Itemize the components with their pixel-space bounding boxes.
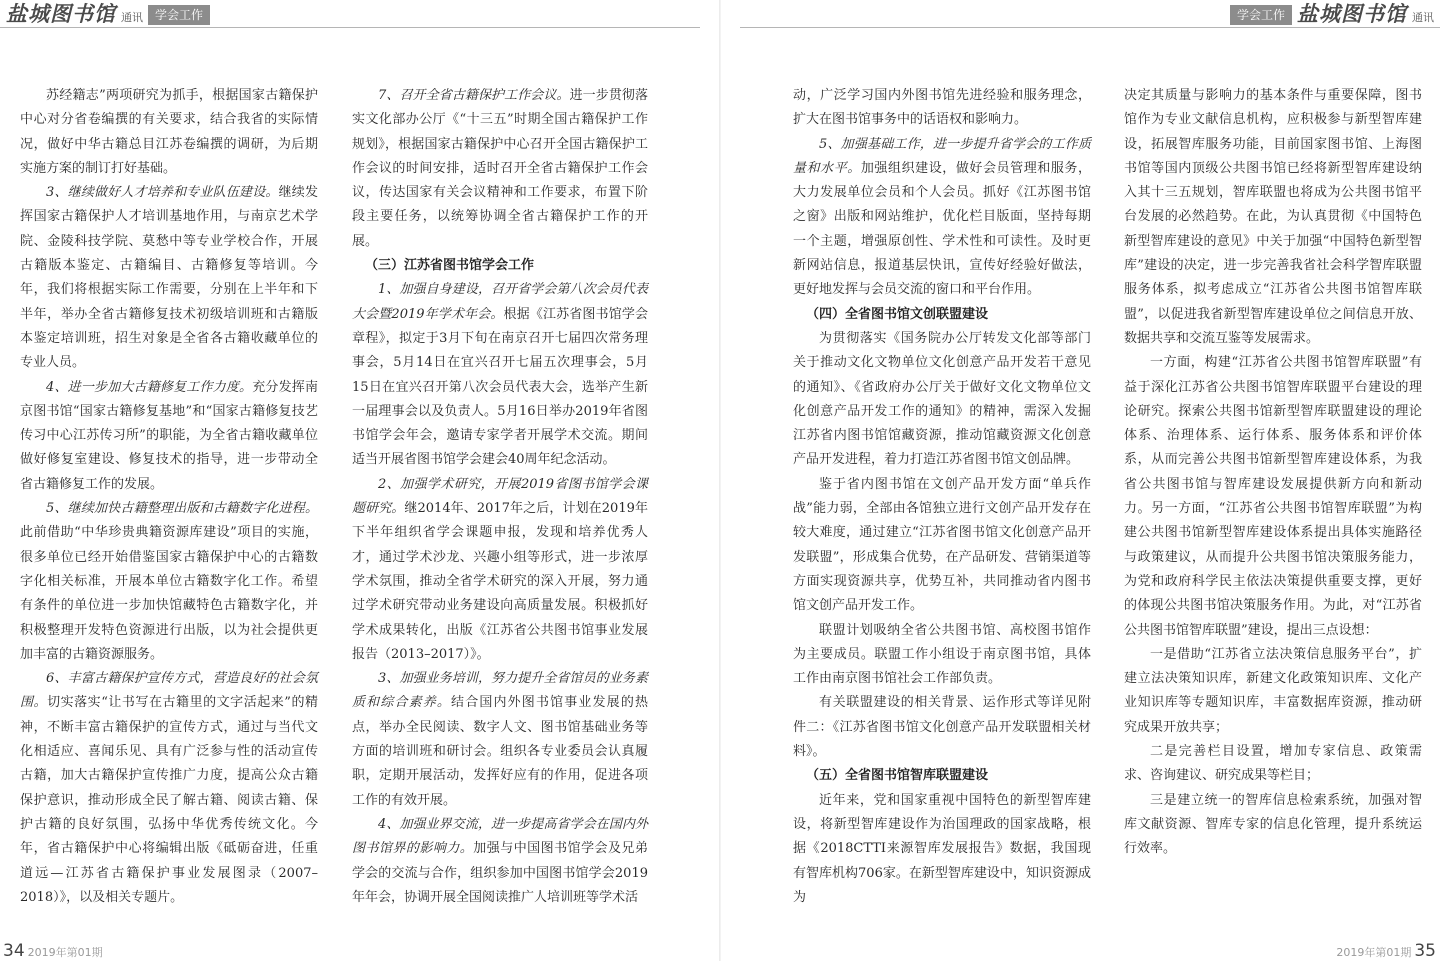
section-tag: 学会工作 [1230,5,1292,25]
paragraph [1124,351,1422,643]
paragraph-text: 决定其质量与影响力的基本条件与重要保障，图书馆作为专业文献信息机构，应积极参与新型智库建设，拓展智库服务功能，目前国家图书馆、上海图书馆等国内顶级公共图书馆已经将新型智库建设纳入其十三五规划，智库联盟也将成为公共图书馆平台发展的必然趋势。在此，为认真贯彻《中国特色新型智库建设的意见》中关于加强“中国特色新型智库”建设的决定，进一步完善我省社会科学智库联盟服务体系，拟考虑成立“江苏省公共图书馆智库联盟”，以促进我省新型智库建设单位之间信息开放、数据共享和交流互鉴等发展需求。 [1124,88,1422,346]
paragraph [793,691,1091,764]
paragraph [20,84,318,181]
header-rule-right [740,27,1440,28]
paragraph-text: 为贯彻落实《国务院办公厅转发文化部等部门关于推动文化文物单位文化创意产品开发若干意见的通知》、《省政府办公厅关于做好文化文物单位文化创意产品开发工作的通知》的精神，需深入发掘江苏省内图书馆馆藏资源，推动馆藏资源文化创意产品开发进程，着力打造江苏省图书馆文创品牌。 [793,330,1091,468]
page-number: 35 [1414,941,1436,961]
library-logo: 盐城图书馆 [6,1,116,26]
text-column-4 [1124,84,1422,862]
paragraph-lead: 6、丰富古籍保护宣传方式，营造良好的社会氛围。 [20,671,318,711]
header-left [6,2,210,26]
paragraph-lead: 5、加强基础工作，进一步提升省学会的工作质量和水平。 [793,136,1091,176]
paragraph-text: 近年来，党和国家重视中国特色的新型智库建设，将新型智库建设作为治国理政的国家战略，根据《2018CTTI来源智库发展报告》数据，我国现有智库机构706家。在新型智库建设中，知识资源成为 [793,792,1091,905]
paragraph [793,327,1091,473]
paragraph [793,133,1091,303]
paragraph-text: 二是完善栏目设置，增加专家信息、政策需求、咨询建议、研究成果等栏目； [1124,744,1422,784]
page-number: 34 [3,941,25,961]
paragraph-text: 一方面，构建“江苏省公共图书馆智库联盟”有益于深化江苏省公共图书馆智库联盟平台建设的理论研究。探索公共图书馆新型智库联盟建设的理论体系、治理体系、运行体系、服务体系和评价体系，从而完善公共图书馆新型智库建设体系，为我省公共图书馆与智库建设发展提供新方向和新动力。另一方面，“江苏省公共图书馆智库联盟”为构建公共图书馆新型智库建设体系提出具体实施路径与政策建议，从而提升公共图书馆决策服务能力，为党和政府科学民主依法决策提供重要支撑，更好的体现公共图书馆决策服务作用。为此，对“江苏省公共图书馆智库联盟”建设，提出三点设想： [1124,355,1422,638]
section-heading: （三）江苏省图书馆学会工作 [365,258,535,274]
issue-label: 2019年第01期 [1336,946,1412,959]
paragraph [1124,740,1422,789]
paragraph [20,667,318,910]
paragraph-lead: 3、继续做好人才培养和专业队伍建设。 [46,185,279,201]
paragraph-text: 三是建立统一的智库信息检索系统，加强对智库文献资源、智库专家的信息化管理，提升系统运行效率。 [1124,792,1422,857]
paragraph [793,619,1091,692]
issue-label: 2019年第01期 [27,946,103,959]
paragraph-text: 加强与中国图书馆学会及兄弟学会的交流与合作，组织参加中国图书馆学会2019年年会，协调开展全国阅读推广人培训班等学术活 [352,841,648,905]
paragraph-lead: 2、加强学术研究，开展2019省图书馆学会课题研究。 [352,476,648,517]
paragraph-text: 联盟计划吸纳全省公共图书馆、高校图书馆作为主要成员。联盟工作小组设于南京图书馆，具体工作由南京图书馆社会工作部负责。 [793,622,1091,687]
paragraph [352,667,648,813]
paragraph [352,278,648,472]
paragraph [352,813,648,910]
page-gutter [719,0,721,961]
text-column-2 [352,84,648,910]
paragraph-text: 继续发挥国家古籍保护人才培训基地作用，与南京艺术学院、金陵科技学院、莫愁中等专业学校合作，开展古籍版本鉴定、古籍编目、古籍修复等培训。今年，我们将根据实际工作需要，分别在上半年和下半年，举办全省古籍修复技术初级培训班和古籍版本鉴定培训班，招生对象是全省各古籍收藏单位的专业人员。 [20,185,318,371]
paragraph-lead: 4、加强业界交流，进一步提高省学会在国内外图书馆界的影响力。 [352,816,648,857]
paragraph-text: 进一步贯彻落实文化部办公厅《“十三五”时期全国古籍保护工作规划》，根据国家古籍保护中心召开全国古籍保护工作会议的时间安排，适时召开全省古籍保护工作会议，传达国家有关会议精神和工作要求，布置下阶段主要任务，以统筹协调全省古籍保护工作的开展。 [352,88,648,249]
paragraph [20,376,318,497]
paragraph [1124,789,1422,862]
section-tag: 学会工作 [148,5,210,25]
paragraph-text: 充分发挥南京图书馆“国家古籍修复基地”和“国家古籍修复技艺传习中心江苏传习所”的职能，为全省古籍收藏单位做好修复室建设、修复技术的指导，进一步带动全省古籍修复工作的发展。 [20,379,318,492]
paragraph [352,84,648,254]
paragraph-text: 继2014年、2017年之后，计划在2019年下半年组织省学会课题申报，发现和培养优秀人才，通过学术沙龙、兴趣小组等形式，进一步浓厚学术氛围，推动全省学术研究的深入开展，努力通过学术研究带动业务建设向高质量发展。积极抓好学术成果转化，出版《江苏省公共图书馆事业发展报告（2013–2017）》。 [352,501,648,662]
library-logo: 盐城图书馆 [1297,1,1407,26]
paragraph [20,181,318,375]
paragraph-text: 有关联盟建设的相关背景、运作形式等详见附件二：《江苏省图书馆文化创意产品开发联盟相关材料》。 [793,695,1091,760]
header-rule-left [0,27,700,28]
paragraph-lead: 4、进一步加大古籍修复工作力度。 [46,379,253,395]
paragraph-text: 加强组织建设，做好会员管理和服务，大力发展单位会员和个人会员。抓好《江苏图书馆之窗》出版和网站维护，优化栏目版面，坚持每期一个主题，增强原创性、学术性和可读性。及时更新网站信息，报道基层快讯，宣传好经验好做法，更好地发挥与会员交流的窗口和平台作用。 [793,160,1091,298]
paragraph-lead: 7、召开全省古籍保护工作会议。 [378,88,570,103]
paragraph-text: 鉴于省内图书馆在文创产品开发方面“单兵作战”能力弱，全部由各馆独立进行文创产品开发存在较大难度，通过建立“江苏省图书馆文化创意产品开发联盟”，形成集合优势，在产品研发、营销渠道等方面实现资源共享，优势互补，共同推动省内图书馆文创产品开发工作。 [793,476,1091,614]
text-column-3 [793,84,1091,910]
paragraph [352,473,648,667]
footer-right [1336,941,1436,961]
section-heading: （四）全省图书馆文创联盟建设 [806,306,989,322]
paragraph-lead: 3、加强业务培训，努力提升全省馆员的业务素质和综合素养。 [352,671,648,711]
paragraph-text: 此前借助“中华珍贵典籍资源库建设”项目的实施，很多单位已经开始借鉴国家古籍保护中心的古籍数字化相关标准，开展本单位古籍数字化工作。希望有条件的单位进一步加快馆藏特色古籍数字化，并积极整理开发特色资源进行出版，以为社会提供更加丰富的古籍资源服务。 [20,525,318,662]
paragraph-lead: 1、加强自身建设，召开省学会第八次会员代表大会暨2019年学术年会。 [352,282,648,322]
newsletter-label: 通讯 [1412,11,1434,24]
newsletter-label: 通讯 [121,11,143,24]
paragraph [1124,643,1422,740]
section-heading: （五）全省图书馆智库联盟建设 [806,768,989,784]
paragraph [20,497,318,667]
paragraph [793,789,1091,910]
footer-left [3,941,103,961]
paragraph-text: 动，广泛学习国内外图书馆先进经验和服务理念，扩大在图书馆事务中的话语权和影响力。 [793,88,1091,128]
paragraph-lead: 5、继续加快古籍整理出版和古籍数字化进程。 [46,501,318,517]
text-column-1 [20,84,318,910]
paragraph-text: 苏经籍志”两项研究为抓手，根据国家古籍保护中心对分省卷编撰的有关要求，结合我省的实际情况，做好中华古籍总目江苏卷编撰的调研，为后期实施方案的制订打好基础。 [20,88,318,176]
paragraph-text: 结合国内外图书馆事业发展的热点，举办全民阅读、数字人文、图书馆基础业务等方面的培训班和研讨会。组织各专业委员会认真履职，定期开展活动，发挥好应有的作用，促进各项工作的有效开展。 [352,695,648,808]
paragraph [793,473,1091,619]
paragraph-text: 切实落实“让书写在古籍里的文字活起来”的精神，不断丰富古籍保护的宣传方式，通过与当代文化相适应、喜闻乐见、具有广泛参与性的活动宣传古籍，加大古籍保护宣传推广力度，提高公众古籍保护意识，推动形成全民了解古籍、阅读古籍、保护古籍的良好氛围，弘扬中华优秀传统文化。今年，省古籍保护中心将编辑出版《砥砺奋进，任重道远—江苏省古籍保护事业发展图录（2007–2018）》，以及相关专题片。 [20,695,318,905]
paragraph [1124,84,1422,351]
paragraph-text: 一是借助“江苏省立法决策信息服务平台”，扩建立法决策知识库，新建文化政策知识库、文化产业知识库等专题知识库，丰富数据库资源，推动研究成果开放共享； [1124,646,1422,735]
header-right [1230,2,1434,26]
paragraph [793,84,1091,133]
paragraph-text: 根据《江苏省图书馆学会章程》，拟定于3月下旬在南京召开七届四次常务理事会，5月14日在宜兴召开七届五次理事会，5月15日在宜兴召开第八次会员代表大会，选举产生新一届理事会以及负责人。5月16日举办2019年省图书馆学会年会，邀请专家学者开展学术交流。期间适当开展省图书馆学会建会40周年纪念活动。 [352,306,648,468]
